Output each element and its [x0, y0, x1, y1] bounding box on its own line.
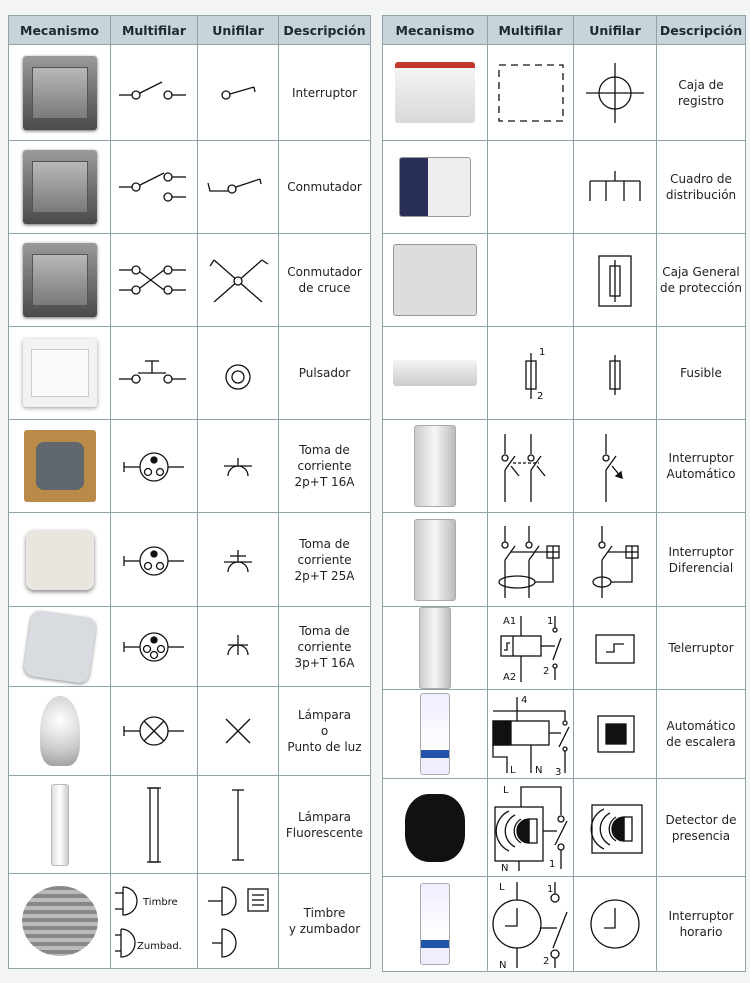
staircase-timer-unifilar-symbol: [576, 691, 654, 777]
table-row-interruptor: [9, 45, 371, 141]
description: Detector de presencia: [657, 779, 746, 877]
description: Timbre y zumbador: [279, 874, 371, 969]
header-multifilar: Multifilar: [111, 16, 198, 45]
table-row-telerruptor: [383, 607, 746, 690]
table-row-lampara: [9, 687, 371, 776]
svg-text:A1: A1: [502, 616, 516, 627]
symbols-table-right: [382, 15, 746, 972]
two-way-switch-multifilar-symbol: [114, 143, 194, 231]
remote-switch-multifilar-symbol: [491, 610, 571, 686]
fuse-unifilar-symbol: [576, 329, 654, 417]
two-way-switch-unifilar-symbol: [200, 143, 276, 231]
description: Toma de corriente 2p+T 25A: [279, 513, 371, 607]
svg-text:Zumbad.: Zumbad.: [137, 941, 182, 952]
circuit-breaker-photo: [414, 425, 456, 507]
presence-detector-multifilar-symbol: [491, 781, 571, 875]
socket-photo: [24, 430, 96, 502]
buzzer-photo: [22, 886, 98, 956]
fuse-multifilar-symbol: [491, 329, 571, 417]
description: Pulsador: [279, 327, 371, 420]
socket-multifilar-symbol: [114, 516, 194, 604]
table-row-fusible: [383, 327, 746, 420]
svg-text:A2: A2: [502, 672, 516, 683]
header-mecanismo: Mecanismo: [9, 16, 111, 45]
table-row-toma-16a: [9, 420, 371, 513]
header-descripcion: Descripción: [657, 16, 746, 45]
description: Lámpara Fluorescente: [279, 776, 371, 874]
time-switch-photo: [420, 883, 450, 965]
circuit-breaker-unifilar-symbol: [576, 422, 654, 510]
table-row-diferencial: [383, 513, 746, 607]
lamp-multifilar-symbol: [114, 688, 194, 774]
svg-text:2: 2: [542, 956, 549, 967]
junction-box-photo: [395, 62, 475, 123]
description: Toma de corriente 2p+T 16A: [279, 420, 371, 513]
table-row-fluorescente: [9, 776, 371, 874]
svg-text:3: 3: [554, 767, 561, 777]
table-row-timbre: [9, 874, 371, 969]
symbols-table-left: [8, 15, 371, 969]
svg-text:N: N: [498, 960, 506, 970]
socket-3p-unifilar-symbol: [200, 609, 276, 685]
fluorescent-unifilar-symbol: [200, 778, 276, 872]
description: Cuadro de distribución: [657, 141, 746, 234]
table-row-conmutador: [9, 141, 371, 234]
socket-unifilar-symbol: [200, 516, 276, 604]
svg-text:N: N: [534, 765, 542, 776]
junction-box-unifilar-symbol: [576, 49, 654, 137]
svg-text:2: 2: [542, 666, 549, 677]
table-row-toma-3p: [9, 607, 371, 687]
switch-unifilar-symbol: [200, 49, 276, 137]
switch-photo: [23, 243, 97, 317]
description: Lámpara o Punto de luz: [279, 687, 371, 776]
description: Interruptor: [279, 45, 371, 141]
circuit-breaker-multifilar-symbol: [491, 422, 571, 510]
push-button-unifilar-symbol: [200, 329, 276, 417]
svg-text:1: 1: [538, 347, 545, 358]
table-row-pulsador: [9, 327, 371, 420]
description: Caja de registro: [657, 45, 746, 141]
header-row: [9, 16, 371, 45]
bell-unifilar-symbol: [200, 875, 276, 967]
svg-text:1: 1: [546, 884, 553, 895]
svg-text:1: 1: [548, 858, 555, 870]
rcd-photo: [414, 519, 456, 601]
socket-unifilar-symbol: [200, 422, 276, 510]
table-row-automatico: [383, 420, 746, 513]
svg-text:1: 1: [546, 616, 553, 627]
protection-box-photo: [393, 244, 477, 316]
table-row-detector: [383, 779, 746, 877]
description: Conmutador: [279, 141, 371, 234]
table-row-conmutador-cruce: [9, 234, 371, 327]
svg-text:4: 4: [520, 695, 527, 706]
table-row-horario: [383, 877, 746, 972]
cross-switch-multifilar-symbol: [114, 236, 194, 324]
table-row-caja-registro: [383, 45, 746, 141]
header-descripcion: Descripción: [279, 16, 371, 45]
fluorescent-multifilar-symbol: [114, 778, 194, 872]
cross-switch-unifilar-symbol: [200, 236, 276, 324]
description: Conmutador de cruce: [279, 234, 371, 327]
description: Telerruptor: [657, 607, 746, 690]
switch-photo: [23, 150, 97, 224]
svg-text:Timbre: Timbre: [143, 897, 178, 908]
description: Interruptor Diferencial: [657, 513, 746, 607]
svg-text:N: N: [500, 862, 508, 874]
remote-switch-photo: [419, 607, 451, 689]
table-row-cuadro: [383, 141, 746, 234]
fluorescent-tube-photo: [51, 784, 69, 866]
staircase-timer-photo: [420, 693, 450, 775]
header-multifilar: Multifilar: [488, 16, 574, 45]
description: Toma de corriente 3p+T 16A: [279, 607, 371, 687]
svg-text:2: 2: [536, 391, 543, 402]
bell-multifilar-symbol: [111, 875, 197, 967]
socket-3p-multifilar-symbol: [114, 609, 194, 685]
presence-detector-photo: [405, 794, 465, 862]
header-unifilar: Unifilar: [574, 16, 657, 45]
lamp-unifilar-symbol: [200, 688, 276, 774]
socket-multifilar-symbol: [114, 422, 194, 510]
table-row-cgp: [383, 234, 746, 327]
header-unifilar: Unifilar: [198, 16, 279, 45]
svg-text:L: L: [509, 765, 516, 776]
header-row: [383, 16, 746, 45]
bulb-photo: [40, 696, 80, 766]
protection-box-unifilar-symbol: [576, 236, 654, 324]
fuse-photo: [393, 360, 477, 386]
socket-photo: [26, 530, 94, 590]
description: Automático de escalera: [657, 690, 746, 779]
distribution-board-unifilar-symbol: [576, 143, 654, 231]
presence-detector-unifilar-symbol: [576, 781, 654, 875]
description: Fusible: [657, 327, 746, 420]
distribution-board-photo: [399, 157, 471, 217]
socket-photo: [22, 609, 97, 684]
push-button-photo: [23, 339, 97, 407]
remote-switch-unifilar-symbol: [576, 610, 654, 686]
header-mecanismo: Mecanismo: [383, 16, 488, 45]
description: Interruptor Automático: [657, 420, 746, 513]
table-row-escalera: [383, 690, 746, 779]
junction-box-multifilar-symbol: [491, 49, 571, 137]
rcd-multifilar-symbol: [491, 516, 571, 604]
description: Caja General de protección: [657, 234, 746, 327]
svg-text:L: L: [502, 784, 509, 796]
time-switch-multifilar-symbol: [491, 878, 571, 970]
svg-text:L: L: [498, 882, 505, 893]
description: Interruptor horario: [657, 877, 746, 972]
table-row-toma-25a: [9, 513, 371, 607]
rcd-unifilar-symbol: [576, 516, 654, 604]
switch-multifilar-symbol: [114, 49, 194, 137]
switch-photo: [23, 56, 97, 130]
time-switch-unifilar-symbol: [576, 878, 654, 970]
push-button-multifilar-symbol: [114, 329, 194, 417]
staircase-timer-multifilar-symbol: [491, 691, 571, 777]
